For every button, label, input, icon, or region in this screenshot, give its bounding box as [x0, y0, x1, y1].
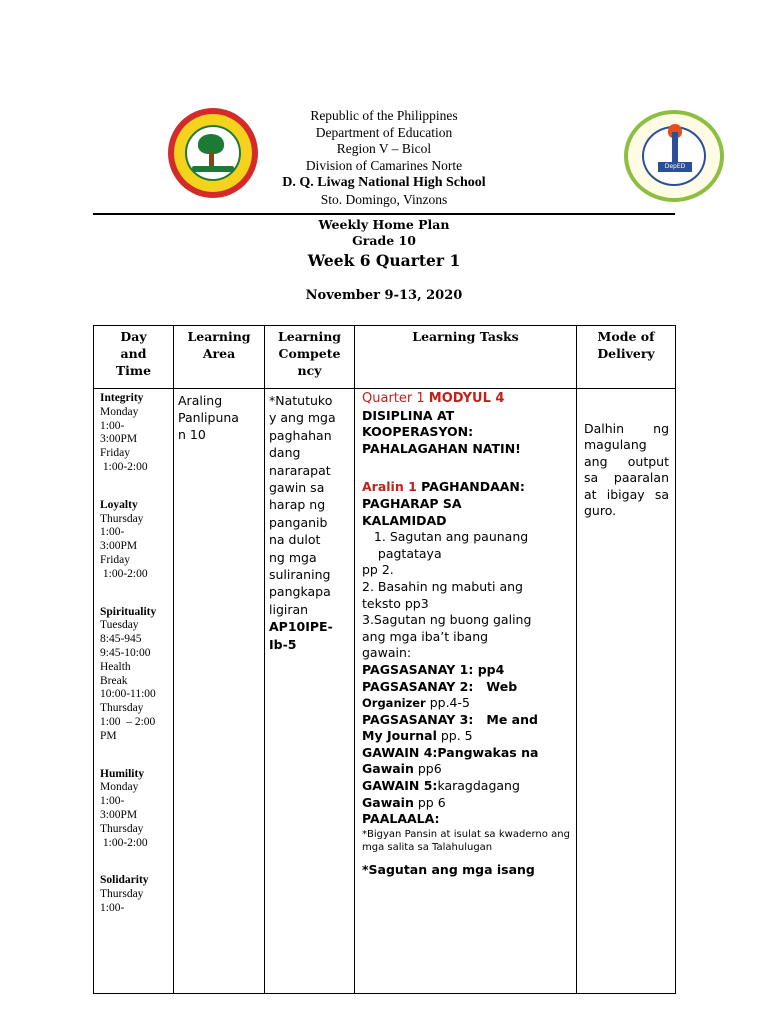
competency-line: paghahan: [269, 427, 332, 443]
day-schedule: [94, 389, 173, 916]
table-header-row: [94, 326, 676, 389]
mode-text: Dalhin ng magulang ang output sa paaralan at ibigay sa guro.: [584, 421, 669, 519]
competency-text: [265, 389, 354, 653]
day-group-line: 3:00PM: [100, 808, 138, 821]
day-group-line: Thursday: [100, 512, 144, 525]
day-group-line: Friday: [100, 447, 131, 460]
weekly-plan-table: [93, 325, 676, 994]
date-range: November 9-13, 2020: [305, 288, 463, 303]
day-group-name: Loyalty: [100, 498, 138, 511]
competency-line: harap ng: [269, 497, 326, 513]
header-divider: [93, 213, 675, 215]
day-group-line: Break: [100, 674, 128, 687]
competency-cell: [265, 389, 355, 994]
header-day-time: Day and Time: [94, 326, 174, 389]
learning-area-cell: Araling Panlipuna n 10: [174, 389, 265, 994]
competency-line: *Natutuko: [269, 393, 333, 408]
day-group-line: 9:45-10:00: [100, 646, 151, 659]
plan-title: Weekly Home Plan: [318, 217, 450, 232]
day-group-name: Humility: [100, 767, 145, 780]
learning-tasks: Quarter 1 MODYUL 4 DISIPLINA AT KOOPERASYON: PAHALAGAHAN NATIN! Aralin 1 PAGHANDAAN: PAGHARAP SA KALAMIDAD 1. Sagutan ang paunang pagtataya pp 2. 2. Basahin ng mabuti ang teksto pp3 3.Sagutan ng buong galing ang mga iba’t ibang gawain: PAGSASANAY 1: pp4 PAGSASANAY 2: Web Organizer pp.4-5 PAGSASANAY 3: Me and My Journal pp. 5 GAWAIN 4:Pangwakas na Gawain pp6 GAWAIN 5:karagdagang Gawain pp 6 PAALAALA: *Bigyan Pansin at isulat sa kwaderno ang mga salita sa Talahulugan *Sagutan ang mga isang: [362, 391, 570, 877]
competency-line: y ang mga: [269, 410, 336, 426]
plan-titles: [93, 217, 675, 273]
competency-line: panganib: [269, 514, 328, 530]
day-group-line: 1:00 – 2:00: [100, 715, 156, 728]
day-group-name: Integrity: [100, 392, 144, 404]
day-group-line: Health: [100, 660, 131, 673]
day-group-line: PM: [100, 729, 117, 742]
day-group-line: Tuesday: [100, 619, 139, 632]
competency-line: pangkapa: [269, 584, 331, 600]
day-group-line: Friday: [100, 553, 131, 566]
day-group-line: 8:45-945: [100, 633, 142, 646]
day-group-name: Solidarity: [100, 874, 149, 887]
competency-code: Ib-5: [269, 636, 297, 652]
header-mode-delivery: Mode of Delivery: [577, 326, 676, 389]
competency-line: na dulot: [269, 532, 321, 548]
day-group-line: 1:00-2:00: [100, 460, 148, 473]
competency-line: ligiran: [269, 601, 309, 617]
day-group-line: 1:00-: [100, 901, 125, 914]
day-group-line: 10:00-11:00: [100, 688, 156, 701]
header-learning-area: Learning Area: [174, 326, 265, 389]
school-seal: [624, 110, 724, 202]
grade-title: Grade 10: [352, 233, 416, 248]
header-learning-tasks: Learning Tasks: [355, 326, 577, 389]
competency-line: ng mga: [269, 549, 317, 565]
header-school: D. Q. Liwag National High School: [282, 174, 486, 190]
day-group-line: 1:00-2:00: [100, 836, 148, 849]
header-address: Sto. Domingo, Vinzons: [320, 191, 448, 207]
competency-line: suliraning: [269, 567, 331, 583]
day-group-line: 1:00-: [100, 795, 125, 808]
day-group-line: 3:00PM: [100, 433, 138, 446]
day-group-line: Thursday: [100, 822, 144, 835]
day-group-line: Monday: [100, 405, 139, 418]
reminder-note: *Bigyan Pansin at isulat sa kwaderno ang mga salita sa Talahulugan: [362, 828, 570, 853]
table-row: [94, 389, 676, 994]
letterhead: [160, 108, 608, 208]
competency-line: dang: [269, 445, 301, 461]
header-learning-competency: Learning Compete ncy: [265, 326, 355, 389]
header-department: Department of Education: [315, 124, 453, 140]
header-division: Division of Camarines Norte: [305, 158, 463, 174]
header-region: Region V – Bicol: [336, 141, 432, 157]
day-group-line: Thursday: [100, 702, 144, 715]
competency-line: gawin sa: [269, 480, 325, 496]
day-group-line: 1:00-2:00: [100, 567, 148, 580]
day-group-line: Thursday: [100, 888, 144, 901]
competency-code: AP10IPE-: [269, 619, 333, 635]
learning-tasks-cell: [355, 389, 577, 994]
day-time-cell: [94, 389, 174, 994]
day-group-name: Spirituality: [100, 605, 157, 618]
day-group-line: Monday: [100, 781, 139, 794]
week-title: Week 6 Quarter 1: [307, 251, 461, 270]
day-group-line: 1:00-: [100, 419, 125, 432]
day-group-line: 3:00PM: [100, 540, 138, 553]
competency-line: nararapat: [269, 462, 331, 478]
day-group-line: 1:00-: [100, 526, 125, 539]
mode-delivery-cell: [577, 389, 676, 994]
header-republic: Republic of the Philippines: [310, 108, 458, 123]
deped-badge: DepED: [658, 162, 692, 172]
